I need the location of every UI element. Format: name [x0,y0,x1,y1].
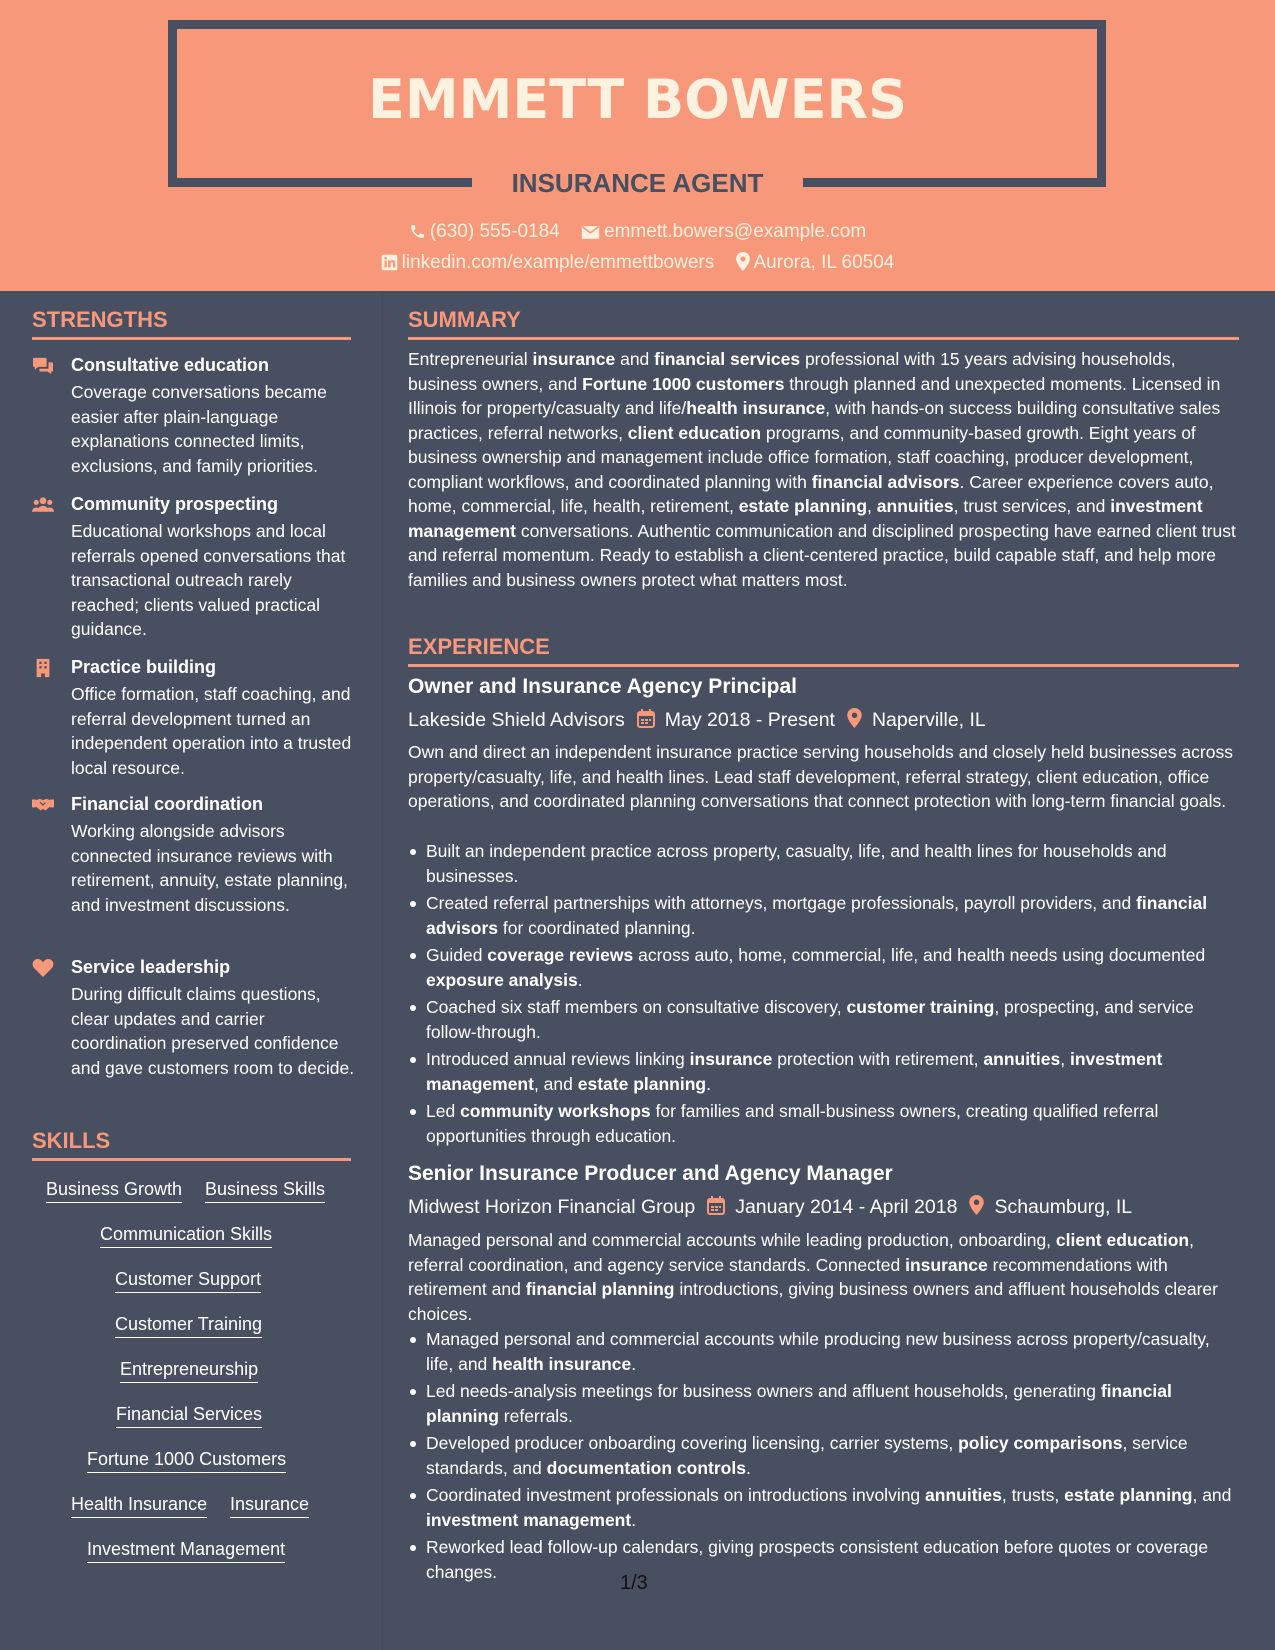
strength-title: Financial coordination [71,794,264,814]
job-title: Owner and Insurance Agency Principal [408,675,798,698]
skill-tag: Communication Skills [100,1222,272,1248]
strength-desc: Educational workshops and local referrals opened conversations that transactional outreach rarely reached; clients valued practical guidance. [71,521,346,639]
job-description: Own and direct an independent insurance practice serving households and closely held businesses across property/casualty, life, and health lines. Lead staff development, referral strategy, client education, office operations, and coordinated planning conversations that connect protection with long-term financial goals. [408,742,1233,811]
job-dates: January 2014 - April 2018 [735,1195,958,1218]
skill-tag: Investment Management [87,1537,285,1563]
location-text: Aurora, IL 60504 [753,252,895,273]
map-pin-icon [847,708,862,728]
location-contact [736,251,895,275]
candidate-name: EMMETT BOWERS [368,68,907,131]
column-divider [382,291,383,1650]
job-description: Managed personal and commercial accounts while leading production, onboarding, client education, referral coordination, and agency service standards. Connected insurance recommendations with retirement and financial planning introductions, giving business owners and affluent households clearer choices. [408,1230,1218,1324]
strength-desc: Coverage conversations became easier after plain-language explanations connected limits, exclusions, and family priorities. [71,382,327,476]
linkedin-text: linkedin.com/example/emmettbowers [401,252,715,273]
job-title: Senior Insurance Producer and Agency Manager [408,1162,893,1185]
contact-row-2 [0,251,1275,275]
page-number: 1/3 [620,1572,648,1594]
calendar-icon [707,1196,725,1215]
phone-icon [409,223,426,240]
heart-icon [32,958,54,978]
bullet-item: Created referral partnerships with attorneys, mortgage professionals, payroll providers, and financial advisors for coordinated planning. [408,891,1238,940]
job-title-heading: INSURANCE AGENT [511,168,764,198]
bullet-item: Coordinated investment professionals on introductions involving annuities, trusts, estate planning, and investment management. [408,1483,1238,1532]
bullet-item: Built an independent practice across property, casualty, life, and health lines for households and businesses. [408,839,1238,888]
job-location: Naperville, IL [871,708,986,731]
email-text: emmett.bowers@example.com [604,221,867,242]
bullet-item: Developed producer onboarding covering licensing, carrier systems, policy comparisons, service standards, and documentation controls. [408,1431,1238,1480]
bullet-item: Managed personal and commercial accounts while producing new business across property/casualty, life, and health insurance. [408,1327,1238,1376]
contact-row-1 [0,220,1275,244]
strengths-rule [32,337,351,340]
job-meta [408,1193,1132,1220]
job-location: Schaumburg, IL [994,1195,1133,1218]
bullet-item: Coached six staff members on consultative discovery, customer training, prospecting, and service follow-through. [408,995,1238,1044]
bullet-item: Led community workshops for families and small-business owners, creating qualified referral opportunities through education. [408,1099,1238,1148]
strength-title: Practice building [71,657,217,677]
phone-contact[interactable] [409,220,560,244]
strength-title: Community prospecting [71,494,279,514]
map-pin-icon [969,1195,984,1215]
bullet-item: Guided coverage reviews across auto, home, commercial, life, and health needs using documented exposure analysis. [408,943,1238,992]
skill-tag: Health Insurance [71,1492,207,1518]
handshake-icon [32,795,54,815]
envelope-icon [581,225,600,240]
job-meta [408,706,986,733]
company-name: Midwest Horizon Financial Group [408,1195,696,1218]
summary-heading: SUMMARY [408,307,521,332]
bullet-item: Led needs-analysis meetings for business owners and affluent households, generating financial planning referrals. [408,1379,1238,1428]
strength-title: Service leadership [71,957,231,977]
experience-rule [408,664,1239,667]
experience-heading: EXPERIENCE [408,634,550,659]
email-contact[interactable] [581,220,866,244]
strength-desc: Office formation, staff coaching, and referral development turned an independent operation into a trusted local resource. [71,684,352,778]
calendar-icon [637,709,655,728]
job-bullets [408,1327,1238,1587]
skill-tag: Entrepreneurship [120,1357,258,1383]
skills-heading: SKILLS [32,1128,111,1153]
skill-tag: Business Skills [205,1177,325,1203]
strength-desc: Working alongside advisors connected insurance reviews with retirement, annuity, estate planning, and investment discussions. [71,821,348,915]
map-pin-icon [736,252,750,271]
comments-icon [32,356,54,376]
job-dates: May 2018 - Present [664,708,835,731]
strength-desc: During difficult claims questions, clear updates and carrier coordination preserved confidence and gave customers room to decide. [71,984,355,1078]
company-name: Lakeside Shield Advisors [408,708,625,731]
skill-tag: Insurance [230,1492,309,1518]
skill-tag: Customer Training [115,1312,262,1338]
skill-tag: Customer Support [115,1267,261,1293]
users-icon [32,495,54,515]
building-icon [32,658,54,678]
summary-text: Entrepreneurial insurance and financial services professional with 15 years advising households, business owners, and Fortune 1000 customers through planned and unexpected moments. Licensed in Illinois for property/casualty and life/health insurance, with hands-on success building consultative sales practices, referral networks, client education programs, and community-based growth. Eight years of business ownership and management include office formation, staff coaching, producer development, compliant workflows, and coordinated planning with financial advisors. Career experience covers auto, home, commercial, life, health, retirement, estate planning, annuities, trust services, and investment management conversations. Authentic communication and disciplined prospecting have earned client trust and referral momentum. Ready to establish a client-centered practice, build capable staff, and help more families and business owners protect what matters most. [408,349,1236,590]
summary-rule [408,337,1239,340]
strengths-heading: STRENGTHS [32,307,168,332]
skill-tag: Financial Services [116,1402,262,1428]
job-bullets [408,839,1238,1151]
phone-text: (630) 555-0184 [429,221,560,242]
skills-rule [32,1158,351,1161]
bullet-item: Introduced annual reviews linking insurance protection with retirement, annuities, investment management, and estate planning. [408,1047,1238,1096]
bullet-item: Reworked lead follow-up calendars, giving prospects consistent education before quotes or coverage changes. [408,1535,1238,1584]
linkedin-icon [381,254,398,271]
header-banner [0,0,1275,291]
skill-tag: Fortune 1000 Customers [87,1447,286,1473]
linkedin-contact[interactable] [381,251,715,275]
skill-tag: Business Growth [46,1177,182,1203]
strength-title: Consultative education [71,355,270,375]
